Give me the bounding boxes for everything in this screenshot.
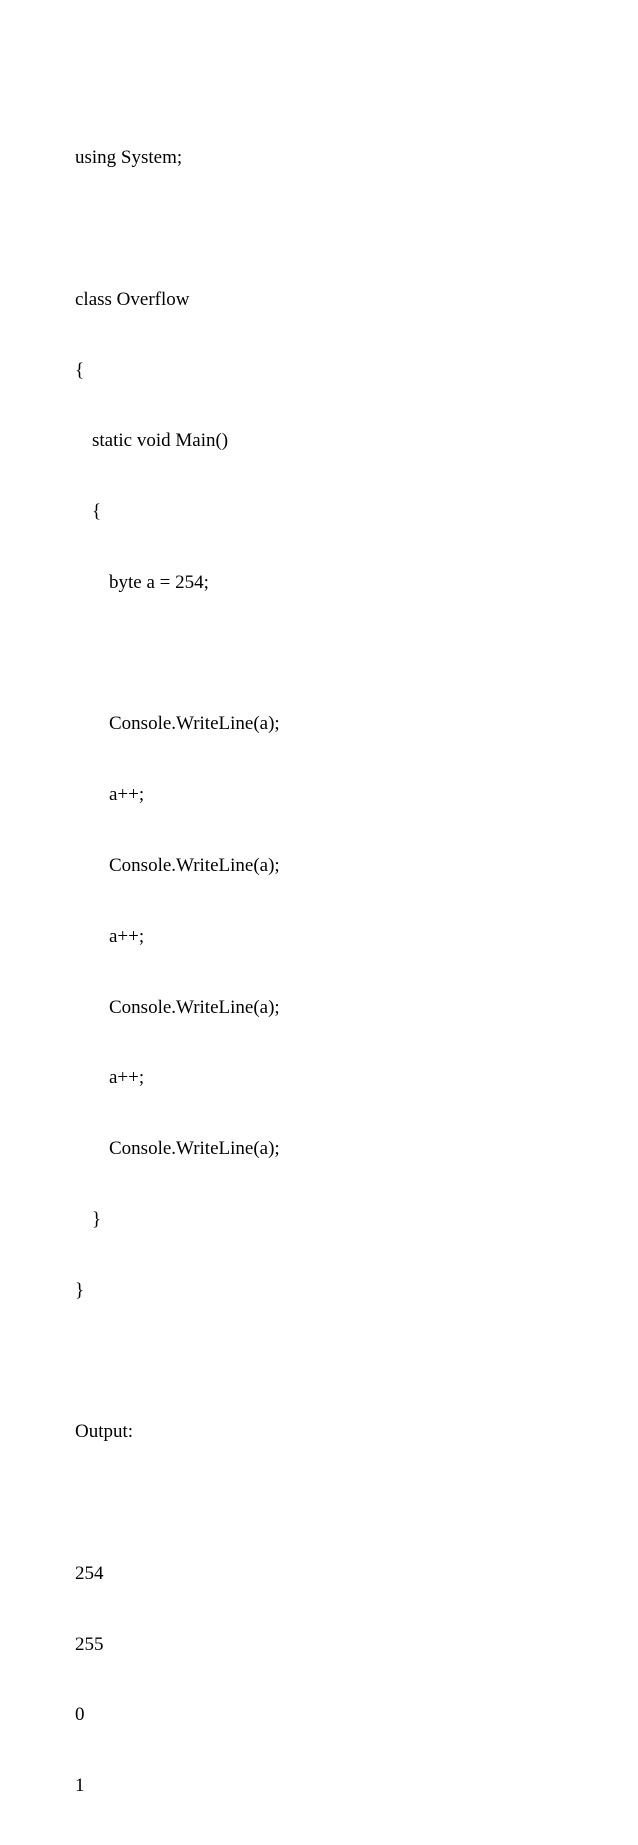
- code-line: {: [75, 359, 85, 381]
- blank-line: [75, 217, 615, 241]
- code-line: Console.WriteLine(a);: [109, 713, 280, 735]
- code-line: static void Main(): [92, 430, 229, 452]
- code-line: byte a = 254;: [109, 571, 209, 593]
- code-line: }: [75, 1279, 85, 1301]
- output-value: 255: [75, 1633, 104, 1655]
- code-line: Console.WriteLine(a);: [109, 1138, 280, 1160]
- code-line: {: [92, 501, 102, 523]
- code-line: class Overflow: [75, 288, 190, 310]
- blank-line: [75, 1349, 615, 1373]
- code-line: Console.WriteLine(a);: [109, 855, 280, 876]
- output-value: 254: [75, 1562, 104, 1584]
- output-value: 1: [75, 1775, 85, 1797]
- blank-line: [75, 1491, 615, 1515]
- blank-line: [75, 642, 615, 666]
- document-body: [75, 99, 615, 1845]
- code-line: using System;: [75, 147, 183, 169]
- code-line: a++;: [109, 1067, 145, 1089]
- output-heading: Output:: [75, 1421, 134, 1443]
- code-line: a++;: [109, 925, 145, 947]
- code-line: a++;: [109, 784, 145, 806]
- code-line: Console.WriteLine(a);: [109, 996, 280, 1018]
- output-value: 0: [75, 1704, 85, 1726]
- code-line: }: [92, 1208, 102, 1230]
